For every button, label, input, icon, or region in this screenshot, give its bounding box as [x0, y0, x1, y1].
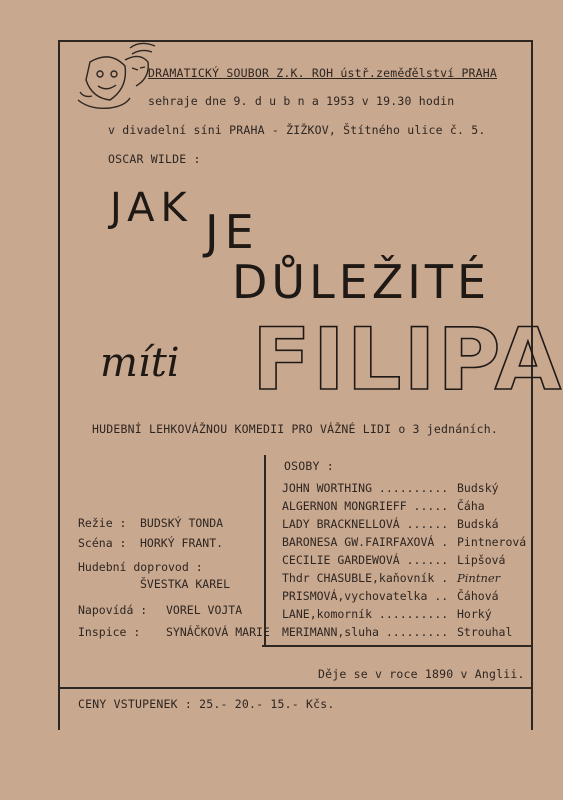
title-word-jak: JAK — [110, 185, 193, 231]
crew-row-scene — [78, 536, 224, 550]
actor-name: Budský — [457, 481, 499, 495]
role-name: MERIMANN,sluha ......... — [282, 625, 449, 639]
crew-label: Hudební doprovod : — [78, 560, 203, 574]
role-name: CECILIE GARDEWOVÁ ...... — [282, 553, 449, 567]
left-border — [58, 40, 60, 730]
cast-row — [282, 481, 522, 495]
author-line: OSCAR WILDE : — [108, 152, 201, 166]
role-name: BARONESA GW.FAIRFAXOVÁ . — [282, 535, 449, 549]
venue-line: v divadelní síni PRAHA - ŽIŽKOV, Štítného ulice č. 5. — [108, 123, 486, 137]
cast-row — [282, 589, 522, 603]
title-word-je: JE — [205, 205, 260, 259]
title-word-dulezite: DŮLEŽITÉ — [232, 255, 491, 309]
middle-rule — [262, 645, 533, 647]
crew-value: VOREL VOJTA — [166, 603, 243, 617]
actor-name: Lipšová — [457, 553, 506, 567]
cast-heading: OSOBY : — [284, 459, 334, 473]
actor-name: Čáha — [457, 499, 485, 513]
crew-label: Scéna : — [78, 536, 127, 550]
role-name: PRISMOVÁ,vychovatelka .. — [282, 589, 449, 603]
role-name: LANE,komorník .......... — [282, 607, 449, 621]
ensemble-name: DRAMATICKÝ SOUBOR Z.K. ROH ústř.zeměďělství PRAHA — [148, 66, 498, 80]
crew-row-inspice — [78, 625, 270, 639]
crew-row-director — [78, 516, 224, 530]
crew-value: SYNÁČKOVÁ MARIE — [166, 625, 270, 639]
actor-name: Čáhová — [457, 589, 499, 603]
actor-name: Strouhal — [457, 625, 513, 639]
cast-row — [282, 625, 522, 639]
role-name: ALGERNON MONGRIEFF ..... — [282, 499, 449, 513]
cast-row — [282, 499, 522, 513]
date-line: sehraje dne 9. d u b n a 1953 v 19.30 hodin — [148, 94, 455, 108]
actor-name: Budská — [457, 517, 499, 531]
theatre-masks-icon — [70, 40, 160, 115]
crew-row-music — [78, 560, 231, 591]
cast-row — [282, 553, 522, 567]
crew-value: HORKÝ FRANT. — [140, 536, 224, 550]
lower-rule — [58, 687, 533, 689]
crew-row-prompter — [78, 603, 243, 617]
cast-divider — [264, 455, 266, 645]
cast-row — [282, 535, 527, 549]
role-name: Thdr CHASUBLE,kaňovník . — [282, 571, 449, 585]
ticket-prices: CENY VSTUPENEK : 25.- 20.- 15.- Kčs. — [78, 697, 335, 711]
cast-row — [282, 607, 522, 621]
subtitle: HUDEBNÍ LEHKOVÁŽNOU KOMEDII PRO VÁŽNÉ LIDI o 3 jednáních. — [92, 422, 499, 436]
crew-value: BUDSKÝ TONDA — [140, 516, 224, 530]
title-word-filipa: FILIPA — [252, 310, 563, 410]
setting-line: Děje se v roce 1890 v Anglii. — [318, 667, 525, 681]
crew-value: ŠVESTKA KAREL — [140, 577, 231, 591]
actor-name: Pintnerová — [457, 535, 527, 549]
role-name: JOHN WORTHING .......... — [282, 481, 449, 495]
actor-name: Horký — [457, 607, 492, 621]
actor-name: Pintner — [457, 571, 501, 585]
title-word-miti: míti — [100, 340, 180, 386]
crew-label: Inspice : — [78, 625, 141, 639]
crew-label: Napovídá : — [78, 603, 148, 617]
role-name: LADY BRACKNELLOVÁ ...... — [282, 517, 449, 531]
cast-row — [282, 571, 522, 585]
cast-row — [282, 517, 522, 531]
crew-label: Režie : — [78, 516, 127, 530]
